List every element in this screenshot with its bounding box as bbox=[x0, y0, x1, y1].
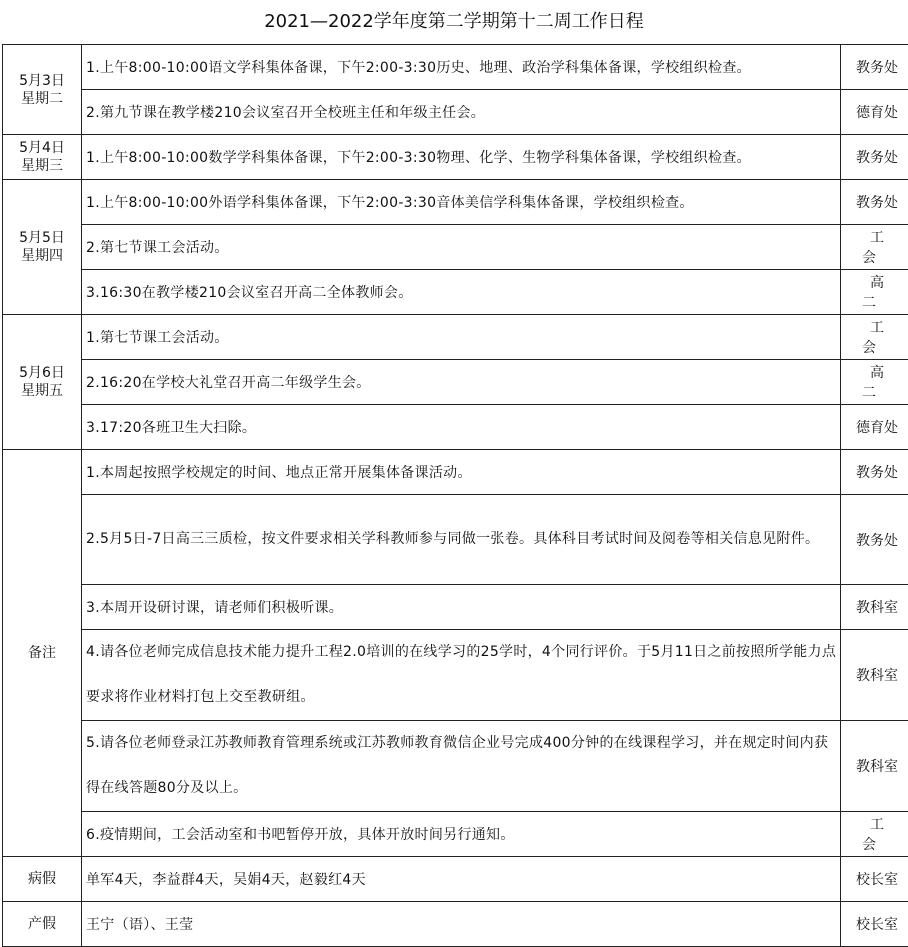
table-row bbox=[3, 135, 908, 180]
dept-label: 工会 bbox=[854, 817, 900, 853]
note-text: 5.请各位老师登录江苏教师教育管理系统或江苏教师教育微信企业号完成400分钟的在线课程学习，并在规定时间内获得在线答题80分及以上。 bbox=[82, 721, 841, 812]
item-text: 2.16:20在学校大礼堂召开高二年级学生会。 bbox=[82, 360, 841, 405]
weekday-label: 星期二 bbox=[21, 91, 63, 107]
dept-cell bbox=[841, 225, 908, 270]
table-row bbox=[3, 180, 908, 225]
table-row bbox=[3, 495, 908, 585]
item-text: 1.上午8:00-10:00数学学科集体备课，下午2:00-3:30物理、化学、生物学科集体备课，学校组织检查。 bbox=[82, 135, 841, 180]
dept-cell bbox=[841, 270, 908, 315]
date-cell bbox=[3, 180, 82, 315]
dept-cell bbox=[841, 812, 908, 857]
date-cell bbox=[3, 45, 82, 135]
note-text: 2.5月5日-7日高三三质检，按文件要求相关学科教师参与同做一张卷。具体科目考试时间及阅卷等相关信息见附件。 bbox=[82, 495, 841, 585]
table-row bbox=[3, 270, 908, 315]
notes-label-cell: 备注 bbox=[3, 450, 82, 857]
dept-label: 高二 bbox=[854, 365, 900, 401]
table-row bbox=[3, 812, 908, 857]
maternity-leave-text: 王宁（语）、王莹 bbox=[82, 902, 841, 947]
table-row bbox=[3, 315, 908, 360]
date-cell bbox=[3, 315, 82, 450]
table-row bbox=[3, 585, 908, 630]
table-row bbox=[3, 225, 908, 270]
table-row bbox=[3, 45, 908, 90]
dept-cell: 教务处 bbox=[841, 180, 908, 225]
dept-cell: 教务处 bbox=[841, 450, 908, 495]
table-row bbox=[3, 360, 908, 405]
note-text: 1.本周起按照学校规定的时间、地点正常开展集体备课活动。 bbox=[82, 450, 841, 495]
weekday-label: 星期三 bbox=[21, 158, 63, 174]
dept-cell: 教务处 bbox=[841, 495, 908, 585]
note-text: 3.本周开设研讨课，请老师们积极听课。 bbox=[82, 585, 841, 630]
dept-cell: 德育处 bbox=[841, 405, 908, 450]
table-row bbox=[3, 721, 908, 812]
table-row bbox=[3, 857, 908, 902]
dept-cell: 校长室 bbox=[841, 857, 908, 902]
note-text: 4.请各位老师完成信息技术能力提升工程2.0培训的在线学习的25学时，4个同行评价。于5月11日之前按照所学能力点要求将作业材料打包上交至教研组。 bbox=[82, 630, 841, 721]
dept-cell: 教科室 bbox=[841, 630, 908, 721]
page-title: 2021—2022学年度第二学期第十二周工作日程 bbox=[0, 0, 908, 44]
item-text: 1.上午8:00-10:00语文学科集体备课，下午2:00-3:30历史、地理、政治学科集体备课，学校组织检查。 bbox=[82, 45, 841, 90]
maternity-leave-label: 产假 bbox=[3, 902, 82, 947]
item-text: 1.上午8:00-10:00外语学科集体备课，下午2:00-3:30音体美信学科集体备课，学校组织检查。 bbox=[82, 180, 841, 225]
schedule-table bbox=[2, 44, 908, 947]
weekday-label: 星期五 bbox=[21, 383, 63, 399]
dept-cell bbox=[841, 360, 908, 405]
table-row bbox=[3, 405, 908, 450]
table-row bbox=[3, 902, 908, 947]
dept-cell: 德育处 bbox=[841, 90, 908, 135]
item-text: 3.17:20各班卫生大扫除。 bbox=[82, 405, 841, 450]
date-cell bbox=[3, 135, 82, 180]
weekday-label: 星期四 bbox=[21, 248, 63, 264]
date-label: 5月3日 bbox=[19, 73, 65, 89]
dept-label: 高二 bbox=[854, 275, 900, 311]
date-label: 5月5日 bbox=[19, 230, 65, 246]
dept-cell: 教科室 bbox=[841, 721, 908, 812]
item-text: 1.第七节课工会活动。 bbox=[82, 315, 841, 360]
dept-cell: 校长室 bbox=[841, 902, 908, 947]
dept-cell: 教务处 bbox=[841, 135, 908, 180]
item-text: 2.第七节课工会活动。 bbox=[82, 225, 841, 270]
note-text: 6.疫情期间，工会活动室和书吧暂停开放，具体开放时间另行通知。 bbox=[82, 812, 841, 857]
item-text: 3.16:30在教学楼210会议室召开高二全体教师会。 bbox=[82, 270, 841, 315]
sick-leave-text: 单军4天，李益群4天，吴娟4天，赵毅红4天 bbox=[82, 857, 841, 902]
dept-cell: 教务处 bbox=[841, 45, 908, 90]
dept-cell: 教科室 bbox=[841, 585, 908, 630]
sick-leave-label: 病假 bbox=[3, 857, 82, 902]
dept-cell bbox=[841, 315, 908, 360]
item-text: 2.第九节课在教学楼210会议室召开全校班主任和年级主任会。 bbox=[82, 90, 841, 135]
table-row bbox=[3, 630, 908, 721]
date-label: 5月6日 bbox=[19, 365, 65, 381]
table-row bbox=[3, 90, 908, 135]
dept-label: 工会 bbox=[854, 320, 900, 356]
table-row bbox=[3, 450, 908, 495]
dept-label: 工会 bbox=[854, 230, 900, 266]
date-label: 5月4日 bbox=[19, 140, 65, 156]
